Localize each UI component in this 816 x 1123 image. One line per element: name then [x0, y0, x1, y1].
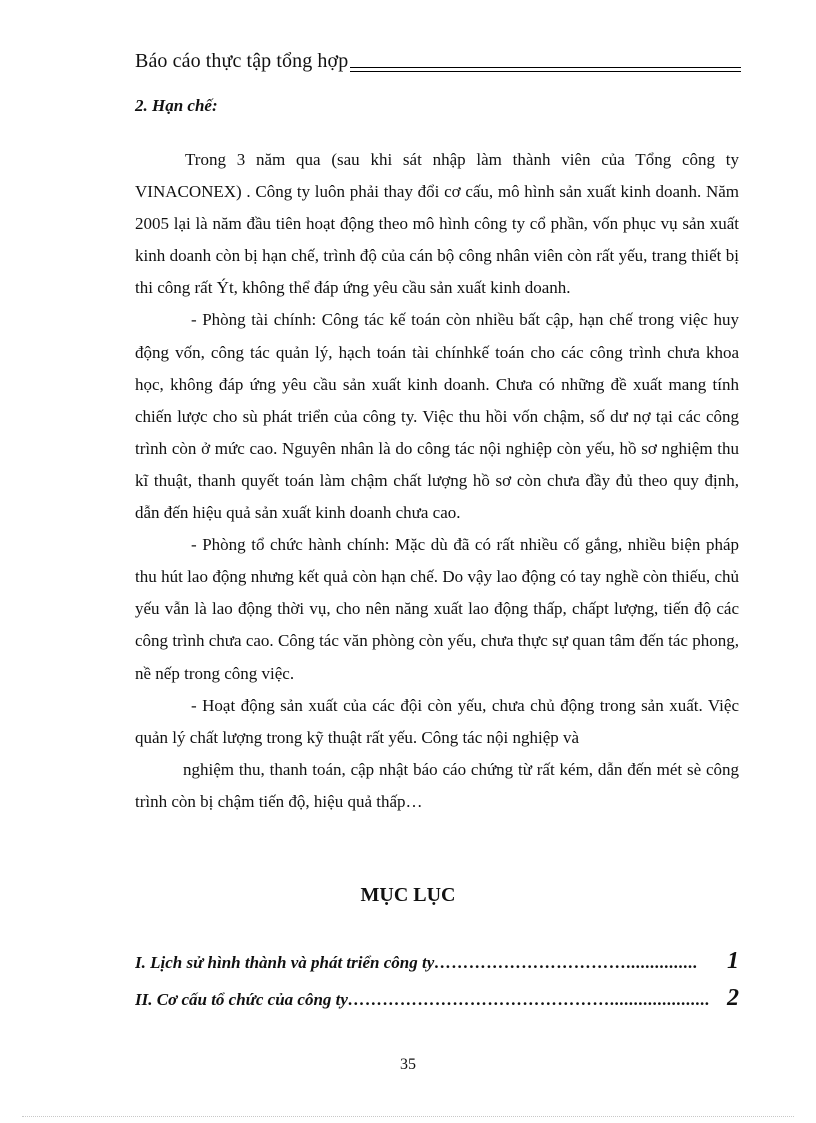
- toc-leader-dots: ……………………………………….....................: [347, 990, 711, 1009]
- section-heading: 2. Hạn chế:: [135, 96, 218, 115]
- paragraph: - Phòng tài chính: Công tác kế toán còn nhiều bất cập, hạn chế trong việc huy động vốn, công tác quản lý, hạch toán tài chínhkế toán cho các công trình chưa khoa học, không đáp ứng yêu cầu sản xuất kinh doanh. Chưa có những đề xuất mang tính chiến lược cho sù phát triển của công ty. Việc thu hồi vốn chậm, số dư nợ tại các công trình còn ở mức cao. Nguyên nhân là do công tác nội nghiệp còn yếu, hồ sơ nghiệm thu kĩ thuật, thanh quyết toán làm chậm chất lượng hồ sơ còn chưa đầy đủ theo quy định, dẫn đến hiệu quả sản xuất kinh doanh chưa cao.: [135, 310, 739, 523]
- toc-entry-page: 2: [727, 985, 739, 1011]
- toc-entry[interactable]: [135, 948, 739, 976]
- paragraph: - Phòng tổ chức hành chính: Mặc dù đã có rất nhiều cố gắng, nhiều biện pháp thu hút lao động nhưng kết quả còn hạn chế. Do vậy lao động có tay nghề còn thiếu, chủ yếu vẫn là lao động thời vụ, cho nên năng xuất lao động thấp, chấpt lượng, tiến độ các công trình chưa cao. Công tác văn phòng còn yếu, chưa thực sự quan tâm đến tác phong, nề nếp trong công việc.: [135, 535, 739, 683]
- header-title: Báo cáo thực tập tổng hợp: [135, 50, 349, 72]
- page-number: 35: [400, 1056, 416, 1073]
- toc-entry-label: II. Cơ cấu tổ chức của công ty: [135, 990, 348, 1009]
- paragraph: nghiệm thu, thanh toán, cập nhật báo cáo chứng từ rất kém, dẫn đến mét sè công trình còn bị chậm tiến độ, hiệu quả thấp…: [135, 759, 739, 811]
- toc-entry-page: 1: [727, 948, 739, 974]
- toc-entry-label: I. Lịch sử hình thành và phát triển công ty: [135, 953, 435, 972]
- paragraph: - Hoạt động sản xuất của các đội còn yếu, chưa chủ động trong sản xuất. Việc quản lý chất lượng trong kỹ thuật rất yếu. Công tác nội nghiệp và: [135, 695, 739, 747]
- toc-leader-dots: ……………………………...............: [434, 953, 699, 972]
- toc-title: MỤC LỤC: [360, 884, 456, 906]
- toc-entry[interactable]: [135, 985, 739, 1013]
- paragraph: Trong 3 năm qua (sau khi sát nhập làm thành viên của Tổng công ty VINACONEX) . Công ty luôn phải thay đổi cơ cấu, mô hình sản xuất kinh doanh. Năm 2005 lại là năm đầu tiên hoạt động theo mô hình công ty cổ phần, vốn phục vụ sản xuất kinh doanh còn bị hạn chế, trình độ của cán bộ công nhân viên còn rất yếu, trang thiết bị thi công rất Ýt, không thể đáp ứng yêu cầu sản xuất kinh doanh.: [135, 150, 739, 298]
- body-text: [135, 144, 739, 818]
- page-header: [135, 48, 741, 72]
- page-bottom-border: [22, 1116, 794, 1117]
